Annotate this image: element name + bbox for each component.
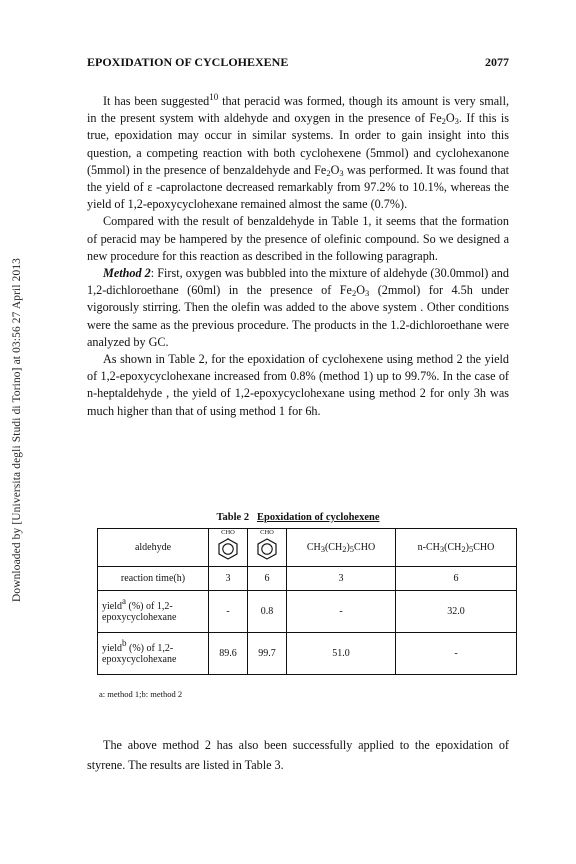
header-col4: $n-CH_3(CH_2)_5CHO$	[396, 529, 517, 567]
body-text	[87, 93, 509, 420]
body-text-continued	[87, 735, 509, 775]
table-row: yield$^a$ (%) of 1,2-epoxycyclohexane - 0.8 - 32.0	[98, 591, 517, 633]
header-benzaldehyde-2	[248, 529, 287, 567]
table-row: yield$^b$ (%) of 1,2-epoxycyclohexane 89.6 99.7 51.0 -	[98, 633, 517, 675]
table-2	[97, 528, 517, 675]
table-footnote: a: method 1;b: method 2	[99, 689, 183, 699]
paragraph-1: It has been suggested$^{10}$ that peracid was formed, though its amount is very small, in the present system with aldehyde and oxygen in the presence of $Fe_2O_3$. If this is true, epoxidation may occur in similar systems. In order to gain insight into this question, a competing reaction with both cyclohexene (5mmol) and cyclohexanone (5mmol) in the presence of benzaldehyde and $Fe_2O_3$ was performed. It was found that the yield of ε -caprolactone decreased remarkably from 97.2% to 10.1%, whereas the yield of 1,2-epoxycyclohexane remained almost the same (0.7%).	[87, 92, 510, 212]
table-caption: Table 2 Epoxidation of cyclohexene	[216, 512, 380, 523]
paragraph-5: The above method 2 has also been successfully applied to the epoxidation of styrene. The results are listed in Table 3.	[87, 738, 509, 772]
header-aldehyde: aldehyde	[98, 529, 209, 567]
download-note: Downloaded by [Universita degli Studi di Torino] at 03:56 27 April 2013	[11, 257, 23, 603]
reference-marker: 10	[209, 92, 219, 102]
table-header-row	[98, 529, 517, 567]
paragraph-4: As shown in Table 2, for the epoxidation of cyclohexene using method 2 the yield of 1,2-epoxycyclohexane increased from 0.8% (method 1) up to 99.7%. In the case of n-heptaldehyde , the yield of 1,2-epoxycyclohexane using method 2 for only 3h was much higher than that of using method 1 for 6h.	[87, 352, 509, 418]
paragraph-2: Compared with the result of benzaldehyde in Table 1, it seems that the formation of peracid may be hampered by the presence of olefinic compound. So we designed a new procedure for this reaction as described in the following paragraph.	[87, 214, 509, 263]
header-benzaldehyde	[209, 529, 248, 567]
paragraph-3: Method 2: First, oxygen was bubbled into the mixture of aldehyde (30.0mmol) and 1,2-dichloroethane (60ml) in the presence of $Fe_2O_3$ (2mmol) for 4.5h under vigorously stirring. Then the olefin was added to the above system . Other conditions were the same as the previous procedure. The products in the 1.2-dichloroethane were analyzed by GC.	[87, 266, 509, 349]
download-watermark	[8, 220, 26, 640]
benzaldehyde-structure-icon: CHO	[215, 529, 241, 563]
benzaldehyde-structure-icon: CHO	[254, 529, 280, 563]
page-number: 2077	[485, 55, 509, 69]
table-row: reaction time(h) 3 6 3 6	[98, 567, 517, 591]
running-title: EPOXIDATION OF CYCLOHEXENE	[87, 55, 289, 69]
header-col3: $CH_3(CH_2)_5CHO$	[287, 529, 396, 567]
method-label: Method 2	[103, 266, 151, 281]
